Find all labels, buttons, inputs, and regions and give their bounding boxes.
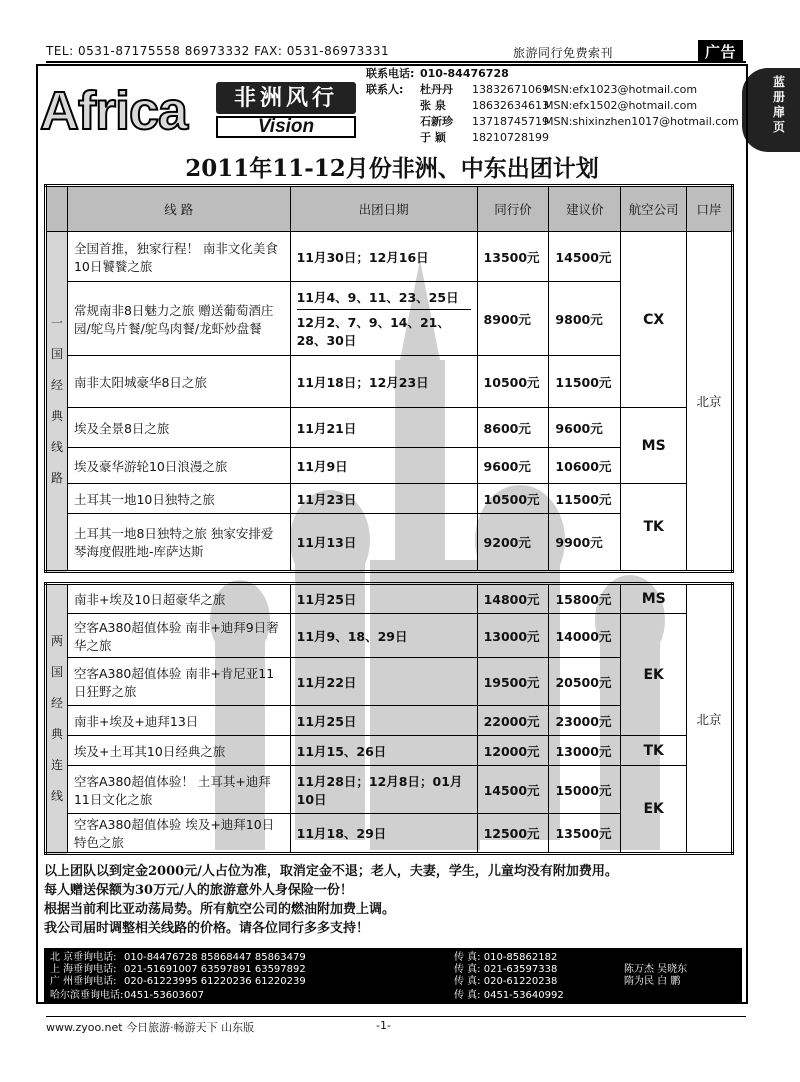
suggest-price: 10600元 [549,448,621,484]
route: 埃及+土耳其10日经典之旅 [67,736,290,766]
peer-price: 12500元 [477,814,549,854]
phone: 010-84476728 [420,67,509,80]
route: 空客A380超值体验 南非+肯尼亚11日狂野之旅 [67,658,290,706]
group-label: 两国经典连线 [46,584,68,854]
person-label: 联系人: [366,83,404,96]
table-row [46,766,733,814]
site-line[interactable]: www.zyoo.net 今日旅游·畅游天下 山东版 [46,1021,255,1034]
suggest-price: 11500元 [549,484,621,514]
logo-vision: Vision [216,116,356,138]
footer-row [44,990,742,1002]
contact-name: 于 颖 [420,131,446,144]
table-row [46,484,733,514]
peer-price: 8900元 [477,282,549,356]
top-rule [46,61,746,63]
airline: MS [621,584,687,614]
table-row [46,232,733,282]
fax-line: TEL: 0531-87175558 86973332 FAX: 0531-86973331 [46,44,390,58]
date: 11月23日 [290,484,477,514]
route: 空客A380超值体验！ 土耳其+迪拜11日文化之旅 [67,766,290,814]
peer-price: 13500元 [477,232,549,282]
date: 11月21日 [290,408,477,448]
logo-africa: Africa [40,81,188,141]
col-date: 出团日期 [290,186,477,232]
suggest-price: 14500元 [549,232,621,282]
date: 11月18日；12月23日 [290,356,477,408]
peer-price: 13000元 [477,614,549,658]
peer-price: 10500元 [477,356,549,408]
route: 土耳其一地10日独特之旅 [67,484,290,514]
peer-price: 19500元 [477,658,549,706]
route: 南非+埃及10日超豪华之旅 [67,584,290,614]
note: 我公司届时调整相关线路的价格。请各位同行多多支持！ [44,921,370,936]
footer-fax: 传 真: 021-63597338 [454,964,558,975]
footer-tel: 0451-53603607 [124,990,204,1001]
route: 土耳其一地8日独特之旅 独家安排爱琴海度假胜地-库萨达斯 [67,514,290,572]
group-label: 一国经典线路 [46,232,68,572]
route: 空客A380超值体验 南非+迪拜9日奢华之旅 [67,614,290,658]
contact-phone: 13718745719 [472,115,549,128]
peer-price: 9600元 [477,448,549,484]
page-number: -1- [376,1019,391,1032]
footer-row [44,976,742,988]
contact-phone: 13832671069 [472,83,549,96]
suggest-price: 9600元 [549,408,621,448]
date: 11月13日 [290,514,477,572]
peer-price: 9200元 [477,514,549,572]
page-title: 2011年11-12月份非洲、中东出团计划 [185,155,599,182]
suggest-price: 11500元 [549,356,621,408]
contact-msn: MSN:efx1023@hotmail.com [544,83,698,96]
notes [44,862,744,938]
airline: EK [621,766,687,854]
route: 全国首推，独家行程！ 南非文化美食10日饕餮之旅 [67,232,290,282]
route: 南非太阳城豪华8日之旅 [67,356,290,408]
footer-tel: 021-51691007 63597891 63597892 [124,964,306,975]
port: 北京 [687,584,733,854]
logo-chinese: 非洲风行 [216,82,356,114]
phone-label: 联系电话: [366,67,415,80]
route: 南非+埃及+迪拜13日 [67,706,290,736]
route: 埃及全景8日之旅 [67,408,290,448]
route: 常规南非8日魅力之旅 赠送葡萄酒庄园/鸵鸟片餐/鸵鸟肉餐/龙虾炒盘餐 [67,282,290,356]
footer-city: 哈尔滨垂询电话: [50,990,124,1001]
peer-price: 14800元 [477,584,549,614]
date: 11月9日 [290,448,477,484]
suggest-price: 13500元 [549,814,621,854]
date: 11月22日 [290,658,477,706]
suggest-price: 9900元 [549,514,621,572]
route: 埃及豪华游轮10日浪漫之旅 [67,448,290,484]
date: 11月25日 [290,584,477,614]
airline: CX [621,232,687,408]
free-note: 旅游同行免费索刊 [513,46,614,60]
footer-row [44,952,742,964]
footer-fax: 传 真: 020-61220238 [454,976,558,987]
footer-contacts [44,948,742,990]
ad-tag: 广告 [698,40,743,63]
date: 11月28日；12月8日；01月10日 [290,766,477,814]
footer-tel: 010-84476728 85868447 85863479 [124,952,306,963]
contact-name: 张 泉 [420,99,446,112]
date: 11月25日 [290,706,477,736]
note: 以上团队以到定金2000元/人占位为准，取消定金不退；老人，夫妻，学生，儿童均没有附加费用。 [44,864,618,879]
suggest-price: 9800元 [549,282,621,356]
route: 空客A380超值体验 埃及+迪拜10日特色之旅 [67,814,290,854]
col-peer: 同行价 [477,186,549,232]
suggest-price: 13000元 [549,736,621,766]
table-row [46,736,733,766]
bottom-bar [46,1016,746,1035]
suggest-price: 14000元 [549,614,621,658]
suggest-price: 15000元 [549,766,621,814]
date: 11月15、26日 [290,736,477,766]
date: 11月30日；12月16日 [290,232,477,282]
date: 11月9、18、29日 [290,614,477,658]
col-port: 口岸 [687,186,733,232]
airline: TK [621,484,687,572]
table-row [46,584,733,614]
footer-row [44,964,742,976]
date [290,282,477,356]
peer-price: 12000元 [477,736,549,766]
logo [40,76,360,146]
footer-people: 陈万杰 吴晓东 [624,964,688,975]
suggest-price: 15800元 [549,584,621,614]
contact-phone: 18210728199 [472,131,549,144]
suggest-price: 20500元 [549,658,621,706]
footer-tel: 020-61223995 61220236 61220239 [124,976,306,987]
note: 每人赠送保额为30万元/人的旅游意外人身保险一份！ [44,883,353,898]
header-blank [46,186,68,232]
footer-contacts-last [44,988,742,1004]
port: 北京 [687,232,733,572]
date: 11月18、29日 [290,814,477,854]
footer-city: 广 州垂询电话: [50,976,117,987]
footer-city: 北 京垂询电话: [50,952,117,963]
contact-phone: 18632634613 [472,99,549,112]
footer-people: 隋为民 白 鹏 [624,976,681,987]
col-suggest: 建议价 [549,186,621,232]
side-tab-text: 蓝册扉页 [772,75,785,134]
table-two-country [44,582,734,855]
table-row [46,614,733,658]
airline: EK [621,614,687,736]
airline: TK [621,736,687,766]
table-one-country [44,184,734,573]
col-airline: 航空公司 [621,186,687,232]
date-line: 12月2、7、9、14、21、28、30日 [296,315,450,348]
table-row [46,408,733,448]
table-header [46,186,733,232]
peer-price: 10500元 [477,484,549,514]
footer-fax: 传 真: 010-85862182 [454,952,558,963]
contact-msn: MSN:efx1502@hotmail.com [544,99,698,112]
col-route: 线 路 [67,186,290,232]
note: 根据当前利比亚动荡局势。所有航空公司的燃油附加费上调。 [44,902,396,917]
peer-price: 14500元 [477,766,549,814]
top-bar [46,44,746,62]
contact-name: 石新珍 [420,115,453,128]
airline: MS [621,408,687,484]
footer-fax: 传 真: 0451-53640992 [454,990,564,1001]
side-tab [742,68,800,152]
footer-city: 上 海垂询电话: [50,964,117,975]
peer-price: 22000元 [477,706,549,736]
peer-price: 8600元 [477,408,549,448]
date-line: 11月4、9、11、23、25日 [297,285,471,310]
suggest-price: 23000元 [549,706,621,736]
contact-msn: MSN:shixinzhen1017@hotmail.com [544,115,739,128]
contact-name: 杜丹丹 [420,83,453,96]
